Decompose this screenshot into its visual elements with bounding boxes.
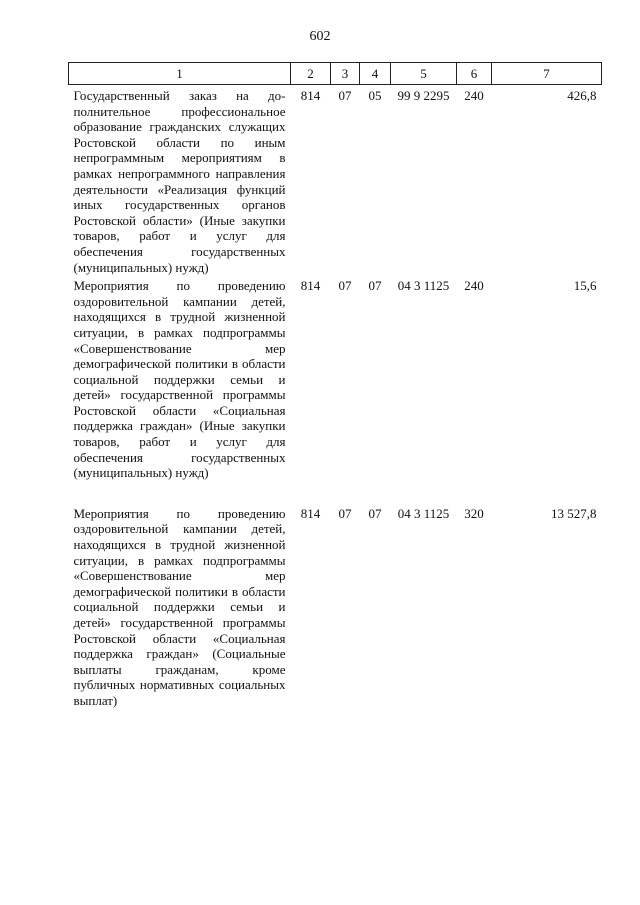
header-col-7: 7 <box>492 63 602 85</box>
header-col-3: 3 <box>331 63 360 85</box>
row-description: Мероприятия по проведению оздоровительной кампании детей, находящихся в трудной жизненной ситуации, в рамках подпрограммы «Совершенствование мер демографической политики в области социальной поддержки семьи и детей» государственной программы Ростовской области «Социальная поддержка граждан» (Социальные выплаты гражданам, кроме публичных нормативных социальных выплат) <box>73 505 286 708</box>
table-row <box>69 275 602 481</box>
row-col-4: 05 <box>368 88 382 103</box>
row-col-2: 814 <box>300 278 321 294</box>
row-col-5: 04 3 1125 <box>397 505 450 521</box>
row-amount: 13 527,8 <box>551 505 597 521</box>
header-col-2: 2 <box>291 63 331 85</box>
header-row <box>69 63 602 85</box>
header-col-4: 4 <box>360 63 391 85</box>
row-spacer <box>69 481 602 503</box>
row-col-4: 07 <box>368 278 382 294</box>
row-col-2: 814 <box>300 88 321 103</box>
row-col-3: 07 <box>338 505 352 521</box>
table-row <box>69 503 602 709</box>
row-col-5: 04 3 1125 <box>397 278 450 294</box>
row-col-6: 240 <box>464 278 484 294</box>
table-row <box>69 85 602 276</box>
spacer-cell <box>69 481 602 503</box>
row-description: Мероприятия по проведению оздоровительной кампании детей, находящихся в трудной жизненной ситуации, в рамках подпрограммы «Совершенствование мер демографической политики в области социальной поддержки семьи и детей» государственной программы Ростовской области «Социальная поддержка граждан» (Иные закупки товаров, работ и услуг для обеспечения государственных (муниципальных) нужд) <box>73 278 286 481</box>
row-amount: 15,6 <box>573 278 597 294</box>
row-col-6: 320 <box>464 505 484 521</box>
page-number: 602 <box>309 29 331 44</box>
header-col-5: 5 <box>391 63 457 85</box>
budget-table <box>68 62 602 709</box>
row-col-3: 07 <box>338 88 352 103</box>
row-amount: 426,8 <box>567 88 597 103</box>
row-col-5: 99 9 2295 <box>397 88 450 103</box>
row-description: Государственный заказ на дополнительное профессиональное образование гражданских служащих Ростовской области по иным непрограммным мероприятиям в рамках непрограммного направления деятельности «Реализация функций иных государственных органов Ростовской области» (Иные закупки товаров, работ и услуг для обеспечения государственных (муниципальных) нужд) <box>73 88 286 275</box>
row-col-6: 240 <box>464 88 484 103</box>
row-col-3: 07 <box>338 278 352 294</box>
header-col-1: 1 <box>69 63 291 85</box>
row-col-2: 814 <box>300 505 321 521</box>
row-col-4: 07 <box>368 505 382 521</box>
header-col-6: 6 <box>457 63 492 85</box>
